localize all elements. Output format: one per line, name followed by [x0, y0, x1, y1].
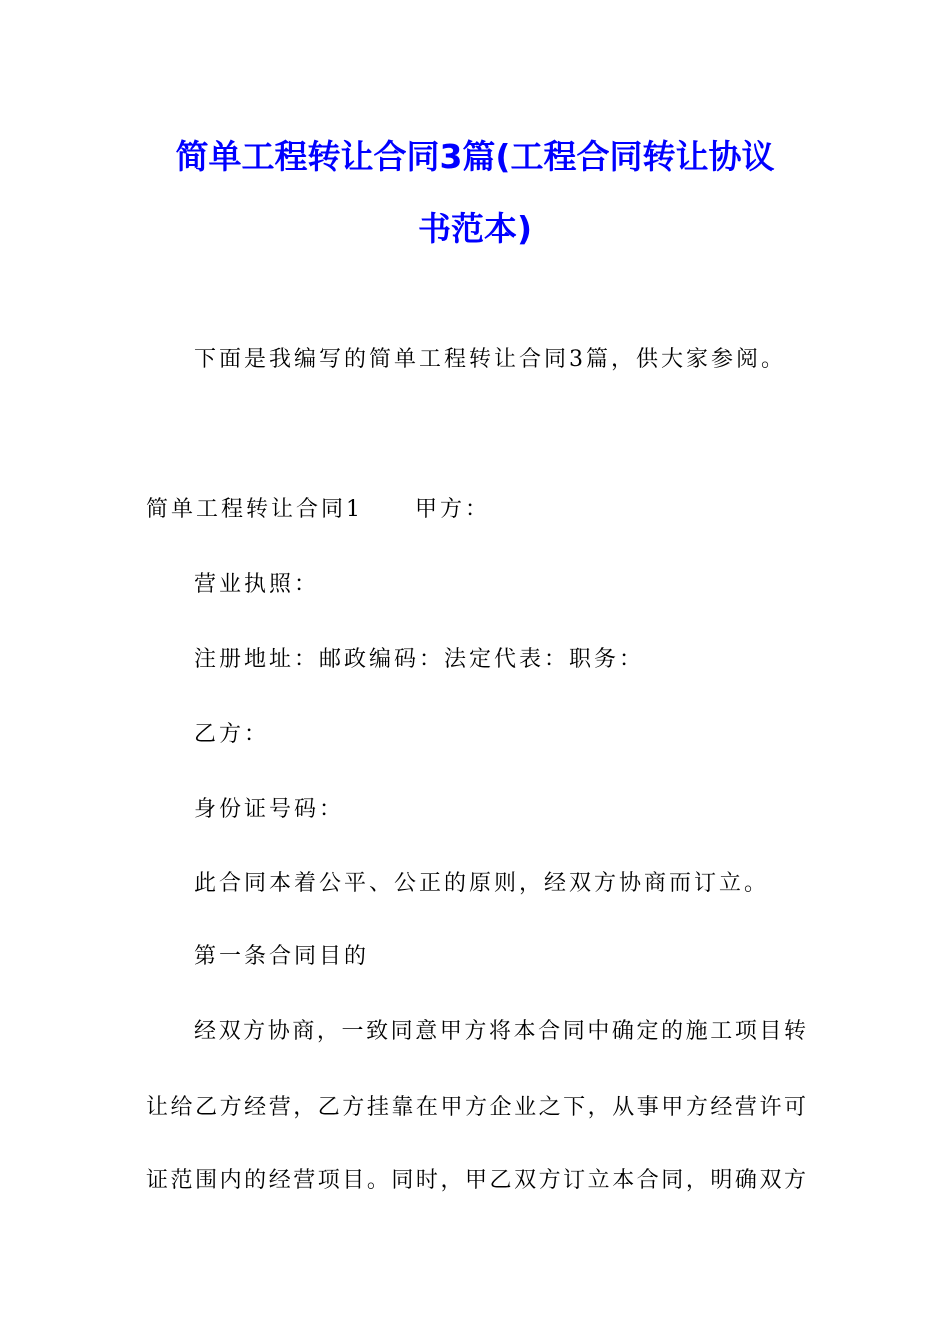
- party-a-label: 甲方：: [415, 497, 491, 522]
- article-1-line-3: 证范围内的经营项目。同时，甲乙双方订立本合同，明确双方: [146, 1168, 806, 1193]
- party-b-label: 乙方：: [194, 722, 270, 747]
- business-license-label: 营业执照：: [194, 572, 320, 597]
- document-title-line-1: 简单工程转让合同3篇(工程合同转让协议: [175, 137, 775, 176]
- principle-paragraph: 此合同本着公平、公正的原则，经双方协商而订立。: [194, 871, 770, 896]
- article-1-heading: 第一条合同目的: [194, 944, 370, 969]
- document-title-line-2: 书范本): [417, 209, 533, 248]
- article-1-line-2: 让给乙方经营，乙方挂靠在甲方企业之下，从事甲方经营许可: [146, 1095, 806, 1120]
- intro-paragraph: 下面是我编写的简单工程转让合同3篇，供大家参阅。: [194, 347, 786, 372]
- section-heading-row: [146, 495, 490, 525]
- address-line: 注册地址：邮政编码：法定代表：职务：: [194, 647, 645, 672]
- id-number-label: 身份证号码：: [194, 797, 345, 822]
- article-1-line-1: 经双方协商，一致同意甲方将本合同中确定的施工项目转: [194, 1019, 806, 1044]
- section-heading: 简单工程转让合同1: [146, 497, 363, 522]
